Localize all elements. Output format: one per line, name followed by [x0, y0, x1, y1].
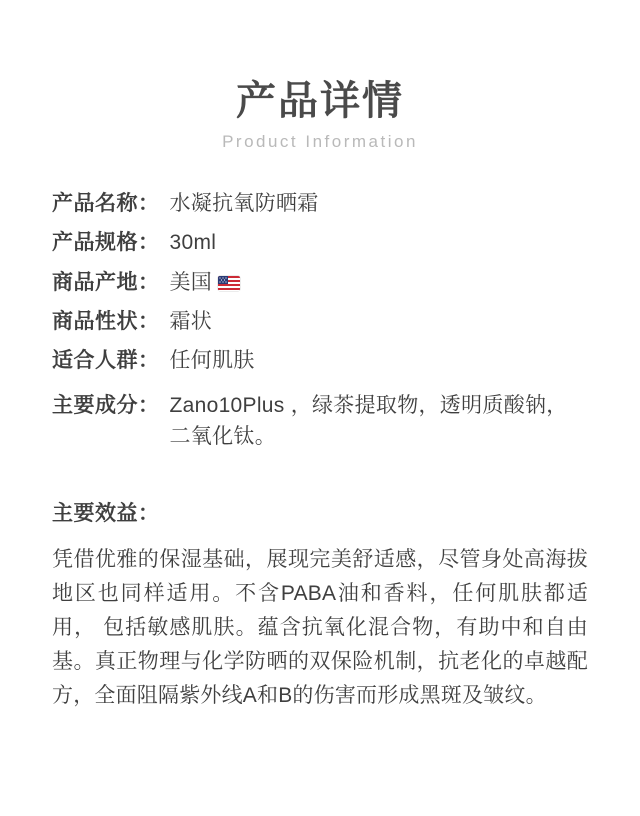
spec-row-ingredients: [52, 390, 588, 453]
spec-value: Zano10Plus ，绿茶提取物，透明质酸钠，二氧化钛。: [169, 393, 568, 449]
benefits-body: 凭借优雅的保湿基础，展现完美舒适感，尽管身处高海拔地区也同样适用。不含PABA油和香料，任何肌肤都适用， 包括敏感肌肤。蕴含抗氧化混合物，有助中和自由基。真正物理与化学防晒的双保险机制，抗老化的卓越配方，全面阻隔紫外线A和B的伤害而形成黑斑及皱纹。: [52, 547, 588, 707]
page-title: 产品详情: [236, 79, 404, 123]
spec-row-product-name: [52, 190, 588, 218]
spec-label: 产品名称：: [52, 192, 160, 215]
us-flag-icon: [218, 276, 240, 291]
spec-value: 霜状: [169, 310, 213, 334]
page-header: [52, 0, 588, 152]
spec-value: 水凝抗氧防晒霜: [169, 192, 319, 215]
spec-label: 商品产地：: [52, 270, 160, 294]
spec-value: 美国: [169, 270, 213, 294]
spec-value: 30ml: [169, 231, 217, 255]
spec-row-product-size: [52, 229, 588, 257]
spec-label: 主要成分：: [52, 393, 160, 417]
spec-row-form: [52, 308, 588, 336]
spec-label: 产品规格：: [52, 231, 160, 255]
spec-label: 商品性状：: [52, 310, 160, 334]
spec-label: 适合人群：: [52, 349, 160, 373]
spec-row-suitable-for: [52, 347, 588, 375]
page-subtitle: Product Information: [222, 132, 418, 151]
specification-list: [52, 190, 588, 453]
spec-value: 任何肌肤: [169, 349, 255, 373]
benefits-heading: 主要效益：: [52, 501, 160, 525]
spec-row-origin: [52, 269, 588, 297]
